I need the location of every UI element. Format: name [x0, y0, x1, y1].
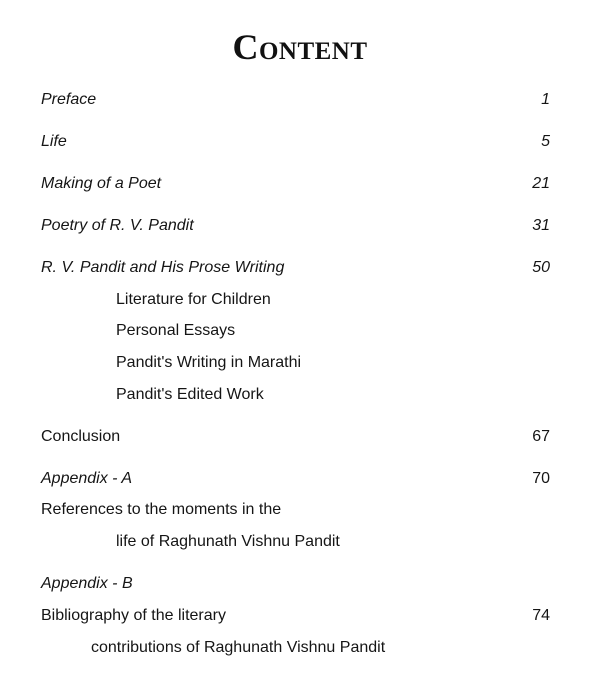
toc-entry-line-text: References to the moments in the: [41, 501, 282, 518]
toc-subentry-label: Personal Essays: [116, 322, 236, 339]
toc-subentry[interactable]: [0, 352, 600, 374]
toc-entry-page: 21: [532, 175, 550, 192]
toc-entry-prose-writing[interactable]: [0, 257, 600, 279]
toc-entry-poetry[interactable]: [0, 215, 600, 237]
toc-subentry-label: Pandit's Edited Work: [116, 386, 264, 403]
toc-subentry[interactable]: [0, 384, 600, 406]
toc-entry-label: R. V. Pandit and His Prose Writing: [41, 259, 285, 276]
toc-entry-page: 1: [541, 91, 550, 108]
toc-entry-line-text: life of Raghunath Vishnu Pandit: [116, 533, 340, 550]
toc-entry-page: 74: [532, 607, 550, 624]
toc-entry-line: [0, 605, 600, 627]
toc-entry-page: 67: [532, 428, 550, 445]
toc-entry-label: Appendix - B: [41, 575, 133, 592]
toc-entry-line: [0, 531, 600, 553]
toc-entry-appendix-a[interactable]: [0, 468, 600, 490]
toc-entry-making-of-a-poet[interactable]: [0, 173, 600, 195]
toc-subentry[interactable]: [0, 289, 600, 311]
toc-entry-page: 5: [541, 133, 550, 150]
toc-subentry-label: Literature for Children: [116, 291, 271, 308]
toc-subentry[interactable]: [0, 320, 600, 342]
toc-entry-conclusion[interactable]: [0, 426, 600, 448]
toc-entry-line-text: contributions of Raghunath Vishnu Pandit: [91, 639, 386, 656]
toc-entry-label: Conclusion: [41, 428, 121, 445]
toc-entry-label: Appendix - A: [41, 470, 133, 487]
toc-entry-life[interactable]: [0, 131, 600, 153]
toc-entry-page: 50: [532, 259, 550, 276]
toc-entry-appendix-b[interactable]: [0, 573, 600, 595]
toc-entry-label: Life: [41, 133, 67, 150]
toc-entry-label: Making of a Poet: [41, 175, 162, 192]
toc-entry-label: Preface: [41, 91, 97, 108]
toc-entry-line: [0, 499, 600, 521]
toc-entry-line: [0, 637, 600, 659]
toc-subentry-label: Pandit's Writing in Marathi: [116, 354, 302, 371]
toc-entry-preface[interactable]: [0, 89, 600, 111]
toc-entry-page: 70: [532, 470, 550, 487]
page-title: Content: [232, 27, 368, 67]
toc-entry-line-text: Bibliography of the literary: [41, 607, 226, 624]
toc-entry-label: Poetry of R. V. Pandit: [41, 217, 194, 234]
toc-entry-page: 31: [532, 217, 550, 234]
